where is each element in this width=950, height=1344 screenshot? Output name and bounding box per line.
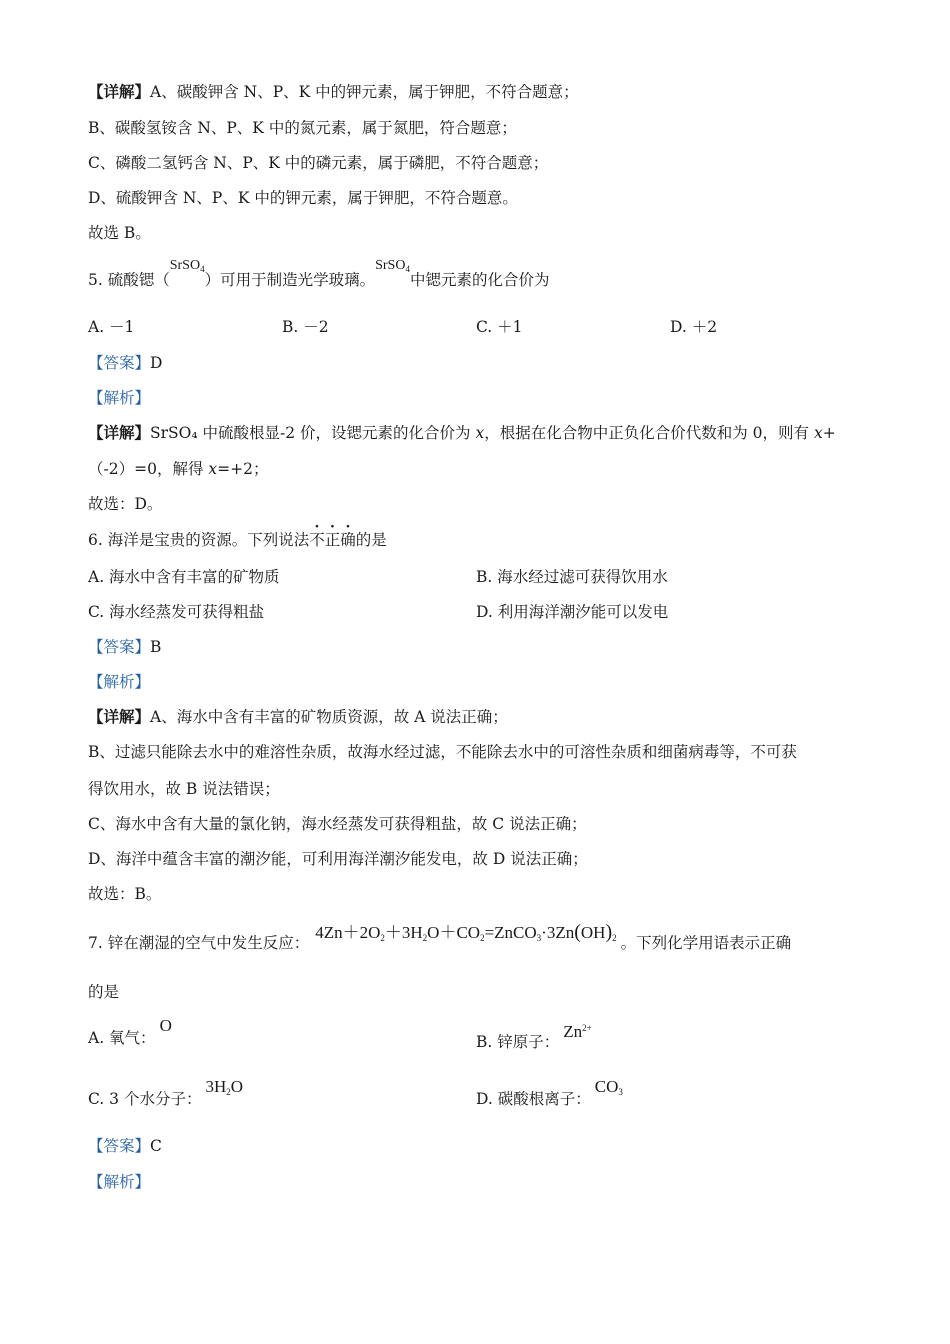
q7-answer: 【答案】C: [88, 1137, 162, 1155]
q6-answer: 【答案】B: [88, 638, 162, 656]
q6-detail-5: D、海洋中蕴含丰富的潮汐能，可利用海洋潮汐能发电，故 D 说法正确；: [88, 850, 588, 868]
detail-tag: 【详解】: [88, 82, 151, 101]
q6-emphasis: 不正确 · · ·: [309, 519, 356, 549]
q6-conclusion: 故选：B。: [88, 885, 162, 903]
conclusion-line: 故选 B。: [88, 224, 151, 242]
answer-value: D: [150, 354, 163, 372]
q6-detail-1: 【详解】A、海水中含有丰富的矿物质资源，故 A 说法正确；: [88, 707, 508, 726]
q5-detail-line-2: （-2）=0，解得 x=+2；: [88, 460, 269, 478]
q7-analysis-tag: 【解析】: [88, 1173, 151, 1191]
q5-stem: [88, 258, 549, 294]
q5-analysis-tag: 【解析】: [88, 389, 151, 407]
q6-analysis-tag: 【解析】: [88, 673, 151, 691]
answer-tag: 【答案】: [88, 354, 151, 372]
detail-line-4: D、硫酸钾含 N、P、K 中的钾元素，属于钾肥，不符合题意。: [88, 189, 518, 207]
q7-options-row-1: [88, 1016, 888, 1056]
q7-stem-cont: 的是: [88, 983, 120, 1001]
detail-text: A、碳酸钾含 N、P、K 中的钾元素，属于钾肥，不符合题意；: [150, 83, 579, 101]
q5-conclusion: 故选：D。: [88, 495, 163, 513]
q5-stem-c: 中锶元素的化合价为: [409, 271, 550, 289]
q7-option-c[interactable]: C. 3 个水分子：$3H_2O$: [88, 1077, 244, 1108]
q7-options-row-2: [88, 1077, 888, 1117]
q6-option-b[interactable]: B. 海水经过滤可获得饮用水: [476, 568, 668, 586]
q6-options-row-2: [88, 602, 888, 622]
q5-option-a[interactable]: A. －1: [88, 318, 135, 336]
q6-stem: 6. 海洋是宝贵的资源。下列说法不正确 · · · 的是: [88, 519, 387, 549]
q7-option-b[interactable]: B. 锌原子：$Zn^{2+}$: [476, 1022, 592, 1051]
detail-line-1: [88, 82, 579, 102]
q7-stem: 7. 锌在潮湿的空气中发生反应：$4Zn+2O_2+3H_2O+CO_2=ZnCO_3\cdot 3Zn(OH)_2$ 。下列化学用语表示正确: [88, 921, 792, 952]
q5-stem-a: 5. 硫酸锶（: [88, 271, 170, 289]
q6-option-a[interactable]: A. 海水中含有丰富的矿物质: [88, 568, 280, 586]
q7-option-a[interactable]: A. 氧气：O: [88, 1016, 172, 1047]
q5-option-b[interactable]: B. －2: [282, 318, 329, 336]
emphasis-dots: · · ·: [314, 519, 351, 535]
q5-detail-line-1: 【详解】SrSO₄ 中硫酸根显-2 价，设锶元素的化合价为 x，根据在化合物中正负化合价代数和为 0，则有 x+: [88, 423, 836, 442]
q5-option-c[interactable]: C. ＋1: [476, 318, 523, 336]
q6-detail-3: 得饮用水，故 B 说法错误；: [88, 780, 280, 798]
detail-tag: 【详解】: [88, 423, 151, 442]
q5-option-d[interactable]: D. ＋2: [670, 318, 718, 336]
detail-line-2: B、碳酸氢铵含 N、P、K 中的氮元素，属于氮肥，符合题意；: [88, 119, 517, 137]
q6-options-row-1: [88, 567, 888, 587]
q6-option-d[interactable]: D. 利用海洋潮汐能可以发电: [476, 603, 669, 621]
q7-option-d[interactable]: D. 碳酸根离子：$CO_3$: [476, 1077, 623, 1108]
q5-stem-b: ）可用于制造光学玻璃。: [204, 271, 376, 289]
q6-detail-4: C、海水中含有大量的氯化钠，海水经蒸发可获得粗盐，故 C 说法正确；: [88, 815, 587, 833]
q7-equation: $4Zn+2O_2+3H_2O+CO_2=ZnCO_3\cdot 3Zn(OH)_2$: [315, 921, 617, 943]
q5-options: [88, 317, 888, 337]
q6-option-c[interactable]: C. 海水经蒸发可获得粗盐: [88, 603, 265, 621]
q5-formula-2: SrSO$_4$: [375, 258, 410, 274]
detail-line-3: C、磷酸二氢钙含 N、P、K 中的磷元素，属于磷肥，不符合题意；: [88, 154, 549, 172]
q5-answer: [88, 353, 162, 373]
q6-detail-2: B、过滤只能除去水中的难溶性杂质，故海水经过滤，不能除去水中的可溶性杂质和细菌病毒等，不可获: [88, 743, 797, 761]
q5-formula-1: SrSO$_4$: [169, 258, 205, 274]
